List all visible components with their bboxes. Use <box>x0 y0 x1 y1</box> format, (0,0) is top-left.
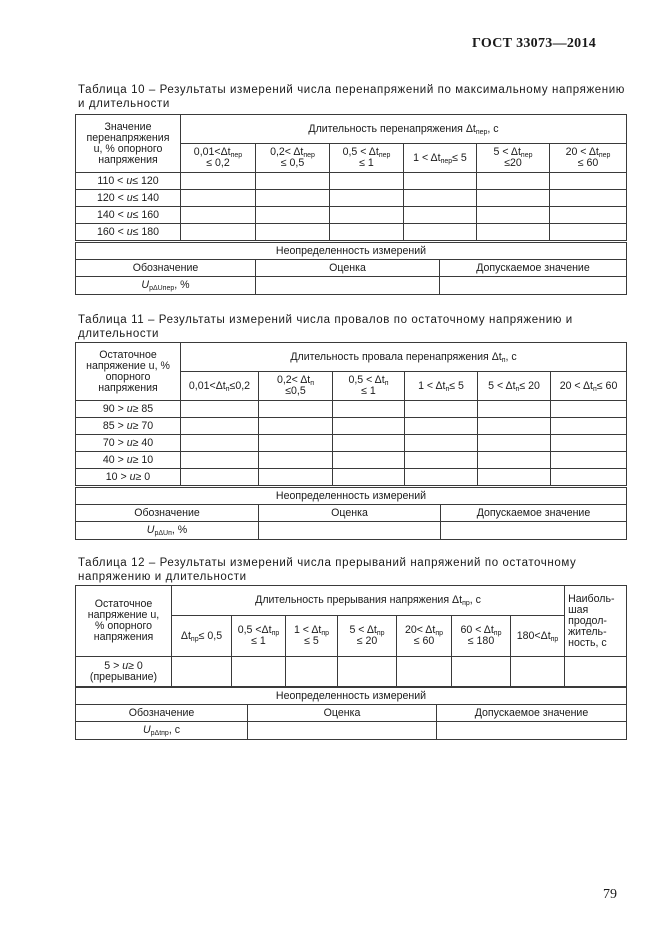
table12-max-duration-header: Наиболь- шая продол- житель- ность, с <box>565 586 627 657</box>
uncertainty-symbol: $U_{p\Delta Uпер}$, % <box>76 277 256 295</box>
estimate-heading: Оценка <box>259 505 441 522</box>
table11-row-label: 70 > u≥ 40 <box>76 435 181 452</box>
table-row <box>76 173 627 190</box>
table11-row-label: 40 > u≥ 10 <box>76 452 181 469</box>
table12-col-4: $20< \Delta t_{пр}$ ≤ 60 <box>397 616 452 657</box>
page-number: 79 <box>603 887 617 902</box>
document-header: ГОСТ 33073—2014 <box>472 36 597 51</box>
table10-row-label: 140 < u≤ 160 <box>76 207 181 224</box>
table10-col-5: $20 < \Delta t_{пер}$ ≤ 60 <box>550 144 627 173</box>
allowed-heading: Допускаемое значение <box>440 260 627 277</box>
table-row <box>76 469 627 486</box>
designation-heading: Обозначение <box>76 705 248 722</box>
table12-col-0: $\Delta t_{пр}\le 0,5$ <box>172 616 232 657</box>
uncertainty-symbol: $U_{p\Delta tпр}$, с <box>76 722 248 740</box>
table10-duration-header: Длительность перенапряжения $\Delta t_{пер}$, с <box>181 115 627 144</box>
allowed-heading: Допускаемое значение <box>437 705 627 722</box>
table12-col-2: $1 < \Delta t_{пр}$ ≤ 5 <box>286 616 338 657</box>
table-row <box>76 657 627 687</box>
table12-col-5: $60 < \Delta t_{пр}$ ≤ 180 <box>452 616 511 657</box>
uncertainty-symbol: $U_{p\Delta Uп}$, % <box>76 522 259 540</box>
table-row <box>76 401 627 418</box>
table-row <box>76 418 627 435</box>
uncertainty-heading: Неопределенность измерений <box>76 488 627 505</box>
table11-col-1: $0,2< \Delta t_п$ ≤0,5 <box>259 372 333 401</box>
table11-col-3: $1 < \Delta t_п\le 5$ <box>405 372 478 401</box>
table12-col-6: $180<\Delta t_{пр}$ <box>511 616 565 657</box>
table12-row-label: 5 > u≥ 0 (прерывание) <box>76 657 172 687</box>
table11-duration-header: Длительность провала перенапряжения $\Delta t_п$, с <box>181 343 627 372</box>
table10-col-3: $1 < \Delta t_{пер}\le 5$ <box>404 144 477 173</box>
table11 <box>75 342 627 486</box>
table11-col-4: $5 < \Delta t_п\le 20$ <box>478 372 551 401</box>
table11-row-label: 85 > u≥ 70 <box>76 418 181 435</box>
table-row <box>76 435 627 452</box>
estimate-heading: Оценка <box>248 705 437 722</box>
table11-caption: Таблица 11 – Результаты измерений числа провалов по остаточному напряжению и длительности <box>78 314 573 340</box>
table10-row-label: 120 < u≤ 140 <box>76 190 181 207</box>
estimate-heading: Оценка <box>256 260 440 277</box>
table-row <box>76 190 627 207</box>
table10-col-0: $0,01<\Delta t_{пер}$ ≤ 0,2 <box>181 144 256 173</box>
table11-row-label: 90 > u≥ 85 <box>76 401 181 418</box>
uncertainty-heading: Неопределенность измерений <box>76 243 627 260</box>
table11-col-5: $20 < \Delta t_п\le 60$ <box>551 372 627 401</box>
designation-heading: Обозначение <box>76 505 259 522</box>
table12-row-header: Остаточное напряжение u, % опорного напряжения <box>76 586 172 657</box>
table10-row-label: 110 < u≤ 120 <box>76 173 181 190</box>
table12-uncertainty <box>75 687 627 740</box>
uncertainty-heading: Неопределенность измерений <box>76 688 627 705</box>
table11-col-0: $0,01<\Delta t_п\le 0,2$ <box>181 372 259 401</box>
table11-row-header: Остаточное напряжение u, % опорного напряжения <box>76 343 181 401</box>
table10-uncertainty <box>75 242 627 295</box>
table12 <box>75 585 627 687</box>
table10-col-2: $0,5 < \Delta t_{пер}$ ≤ 1 <box>330 144 404 173</box>
table11-row-label: 10 > u≥ 0 <box>76 469 181 486</box>
designation-heading: Обозначение <box>76 260 256 277</box>
table12-caption: Таблица 12 – Результаты измерений числа прерываний напряжений по остаточному напряжению и длительности <box>78 557 577 583</box>
allowed-heading: Допускаемое значение <box>441 505 627 522</box>
table-row <box>76 207 627 224</box>
table-row <box>76 452 627 469</box>
table10 <box>75 114 627 241</box>
table11-col-2: $0,5 < \Delta t_п$ ≤ 1 <box>333 372 405 401</box>
table10-col-4: $5 < \Delta t_{пер}$ ≤20 <box>477 144 550 173</box>
table11-uncertainty <box>75 487 627 540</box>
table12-duration-header: Длительность прерывания напряжения $\Delta t_{пр}$, с <box>172 586 565 616</box>
table10-caption: Таблица 10 – Результаты измерений числа перенапряжений по максимальному напряжению и длительности <box>78 84 625 110</box>
table10-row-label: 160 < u≤ 180 <box>76 224 181 241</box>
table10-row-header: Значение перенапряжения u, % опорного напряжения <box>76 115 181 173</box>
table10-col-1: $0,2< \Delta t_{пер}$ ≤ 0,5 <box>256 144 330 173</box>
table12-col-3: $5 < \Delta t_{пр}$ ≤ 20 <box>338 616 397 657</box>
table12-col-1: $0,5 <\Delta t_{пр}$ ≤ 1 <box>232 616 286 657</box>
table-row <box>76 224 627 241</box>
